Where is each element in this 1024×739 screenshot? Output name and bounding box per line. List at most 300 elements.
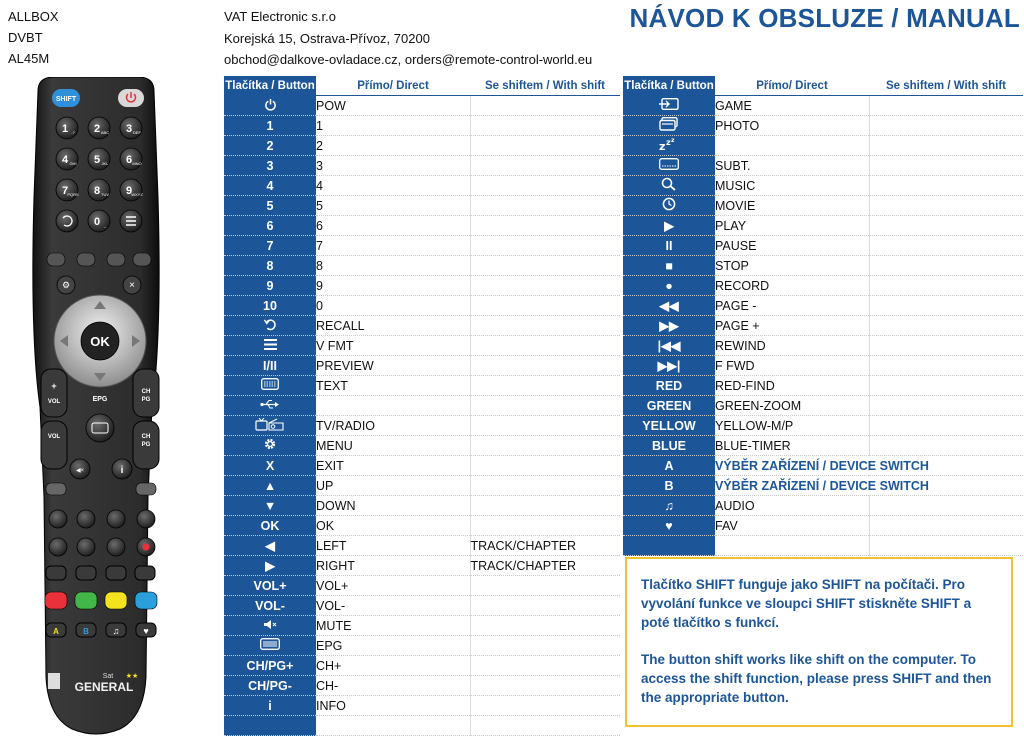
shift-function-cell: [869, 176, 1023, 196]
digit-key-label: 6: [125, 154, 133, 166]
button-key-cell: ▶: [224, 556, 316, 576]
direct-function-cell: PLAY: [715, 216, 869, 236]
direct-function-cell: 6: [316, 216, 470, 236]
direct-function-cell: V FMT: [316, 336, 470, 356]
direct-function-cell: 2: [316, 136, 470, 156]
direct-function-cell: [715, 536, 869, 556]
button-key-cell: [224, 636, 316, 656]
button-key-cell: YELLOW: [623, 416, 715, 436]
shift-function-cell: TRACK/CHAPTER: [470, 556, 620, 576]
column-header-direct: Přímo/ Direct: [715, 76, 869, 96]
input-icon: [659, 98, 679, 113]
table-row: [623, 496, 1023, 516]
table-row: [623, 136, 1023, 156]
digit-key-label: 3: [125, 123, 133, 135]
shift-function-cell: [470, 256, 620, 276]
media-key: [76, 566, 96, 580]
button-key-cell: i: [224, 696, 316, 716]
button-key-cell: ▲: [224, 476, 316, 496]
shift-note-czech: Tlačítko SHIFT funguje jako SHIFT na počítači. Pro vyvolání funkce ve sloupci SHIFT stiskněte SHIFT a poté tlačítko s funkcí.: [641, 577, 972, 630]
shift-function-cell: [869, 236, 1023, 256]
subtitle-icon: [659, 158, 679, 173]
function-key: [137, 510, 155, 528]
digit-key-label: 8: [93, 185, 101, 197]
photo-key: [136, 483, 156, 495]
digit-key-sublabel: WXYZ: [131, 192, 143, 197]
column-header-button: Tlačítka / Button: [623, 76, 715, 96]
table-row: [623, 296, 1023, 316]
direct-function-cell: MENU: [316, 436, 470, 456]
button-key-cell: CH/PG+: [224, 656, 316, 676]
button-key-cell: 4: [224, 176, 316, 196]
svg-text:z: z: [671, 137, 675, 144]
button-key-cell: [623, 156, 715, 176]
direct-function-cell: OK: [316, 516, 470, 536]
button-key-cell: II: [623, 236, 715, 256]
direct-function-cell: REWIND: [715, 336, 869, 356]
digit-key-sublabel: GHI: [69, 161, 77, 166]
direct-function-cell: PREVIEW: [316, 356, 470, 376]
function-key: [107, 510, 125, 528]
digit-key-sublabel: DEF: [133, 130, 141, 135]
tv-radio-icon: [255, 418, 285, 434]
shift-function-cell: [470, 136, 620, 156]
shift-function-cell: [470, 476, 620, 496]
recall-icon: [263, 318, 277, 334]
media-key: [49, 538, 67, 556]
gear-icon: [263, 437, 277, 454]
shift-function-cell: [470, 416, 620, 436]
table-row: [224, 256, 620, 276]
color-key: [45, 592, 67, 609]
direct-function-cell: POW: [316, 96, 470, 116]
column-header-shift: Se shiftem / With shift: [470, 76, 620, 96]
button-key-cell: ▶▶|: [623, 356, 715, 376]
table-row: [224, 476, 620, 496]
button-key-cell: ◀◀: [623, 296, 715, 316]
table-row: [224, 716, 620, 736]
button-key-cell: 7: [224, 236, 316, 256]
button-key-cell: ▶: [623, 216, 715, 236]
shift-function-cell: [869, 96, 1023, 116]
color-key: [135, 592, 157, 609]
table-row: [623, 356, 1023, 376]
ch-label: CH: [141, 434, 151, 440]
shift-function-cell: [470, 596, 620, 616]
direct-function-cell: GREEN-ZOOM: [715, 396, 869, 416]
direct-function-cell: RECORD: [715, 276, 869, 296]
heart-icon: ♥: [143, 626, 149, 636]
table-row: [623, 276, 1023, 296]
direct-function-cell: INFO: [316, 696, 470, 716]
digit-key-label: 0: [93, 216, 101, 228]
button-key-cell: [623, 196, 715, 216]
shift-function-cell: [470, 296, 620, 316]
epg-key: [86, 414, 114, 442]
device-switch-label: VÝBĚR ZAŘÍZENÍ / DEVICE SWITCH: [715, 476, 1023, 496]
table-row: [623, 456, 1023, 476]
digit-key-sublabel: _: [103, 223, 107, 228]
direct-function-cell: [316, 396, 470, 416]
company-line: Korejská 15, Ostrava-Přívoz, 70200: [224, 30, 430, 46]
search-icon: [661, 177, 677, 194]
function-key: [77, 510, 95, 528]
table-row: [224, 396, 620, 416]
direct-function-cell: VOL-: [316, 596, 470, 616]
shift-function-cell: [470, 196, 620, 216]
direct-function-cell: 9: [316, 276, 470, 296]
button-key-cell: GREEN: [623, 396, 715, 416]
button-key-cell: [224, 436, 316, 456]
digit-key-sublabel: JKL: [101, 161, 109, 166]
teletext-icon: [261, 378, 279, 393]
shift-function-cell: [470, 576, 620, 596]
model-line: ALLBOX: [8, 9, 59, 24]
shift-function-cell: [470, 216, 620, 236]
digit-key-sublabel: PQRS: [67, 192, 79, 197]
table-row: [224, 576, 620, 596]
model-line: AL45M: [8, 51, 50, 66]
digit-key-sublabel: MNO: [132, 161, 142, 166]
button-key-cell: [224, 616, 316, 636]
table-row: [224, 536, 620, 556]
shift-function-cell: [470, 616, 620, 636]
recall-key: [56, 210, 78, 232]
digit-key-sublabel: -?: [71, 130, 75, 135]
direct-function-cell: FAV: [715, 516, 869, 536]
direct-function-cell: BLUE-TIMER: [715, 436, 869, 456]
button-key-cell: [623, 116, 715, 136]
media-key: [135, 566, 155, 580]
direct-function-cell: PAGE -: [715, 296, 869, 316]
button-key-cell: 5: [224, 196, 316, 216]
table-row: [623, 116, 1023, 136]
epg-label: EPG: [92, 396, 108, 403]
shift-function-cell: [470, 516, 620, 536]
direct-function-cell: 3: [316, 156, 470, 176]
device-switch-label: VÝBĚR ZAŘÍZENÍ / DEVICE SWITCH: [715, 456, 1023, 476]
shift-function-cell: [470, 376, 620, 396]
shift-function-cell: [869, 416, 1023, 436]
table-row: [224, 656, 620, 676]
table-row: [224, 176, 620, 196]
direct-function-cell: RECALL: [316, 316, 470, 336]
table-row: [623, 536, 1023, 556]
table-row: [224, 556, 620, 576]
brand-logo-icon: [48, 673, 60, 689]
table-row: [623, 516, 1023, 536]
table-row: [224, 636, 620, 656]
media-key: [77, 538, 95, 556]
shift-function-cell: [869, 496, 1023, 516]
direct-function-cell: PAGE +: [715, 316, 869, 336]
record-icon: [143, 544, 150, 551]
shift-function-cell: TRACK/CHAPTER: [470, 536, 620, 556]
button-key-cell: ■: [623, 256, 715, 276]
table-row: [623, 156, 1023, 176]
table-row: [623, 416, 1023, 436]
table-row: [224, 496, 620, 516]
direct-function-cell: 4: [316, 176, 470, 196]
button-key-cell: 10: [224, 296, 316, 316]
button-key-cell: 9: [224, 276, 316, 296]
page-title: NÁVOD K OBSLUZE / MANUAL: [629, 3, 1020, 33]
table-row: [224, 296, 620, 316]
table-row: [623, 436, 1023, 456]
table-row: [224, 236, 620, 256]
color-key: [105, 592, 127, 609]
shift-function-cell: [869, 116, 1023, 136]
epg-icon: [260, 638, 280, 653]
shift-note: [625, 557, 1013, 727]
shift-function-cell: [470, 156, 620, 176]
svg-text:z: z: [659, 140, 666, 151]
direct-function-cell: CH-: [316, 676, 470, 696]
direct-function-cell: 0: [316, 296, 470, 316]
company-line: VAT Electronic s.r.o: [224, 9, 336, 24]
company-line: obchod@dalkove-ovladace.cz, orders@remote-control-world.eu: [224, 52, 593, 67]
table-row: [224, 436, 620, 456]
table-row: [224, 696, 620, 716]
shift-function-cell: [470, 316, 620, 336]
table-row: [623, 476, 1023, 496]
column-header-direct: Přímo/ Direct: [316, 76, 470, 96]
table-row: [623, 236, 1023, 256]
digit-key-label: 5: [93, 154, 101, 166]
table-row: [224, 136, 620, 156]
shift-function-cell: [869, 136, 1023, 156]
table-row: [224, 516, 620, 536]
direct-function-cell: AUDIO: [715, 496, 869, 516]
table-row: [224, 216, 620, 236]
pg-label: PG: [141, 442, 151, 448]
shift-function-cell: [869, 376, 1023, 396]
menu-lines-icon: [264, 339, 277, 353]
shift-function-cell: [470, 456, 620, 476]
button-key-cell: ▶▶: [623, 316, 715, 336]
shift-function-cell: [470, 276, 620, 296]
direct-function-cell: PAUSE: [715, 236, 869, 256]
button-key-cell: ♫: [623, 496, 715, 516]
table-row: [224, 276, 620, 296]
ok-key-label: OK: [90, 334, 110, 349]
shift-function-cell: [869, 316, 1023, 336]
table-row: [224, 156, 620, 176]
table-row: [623, 176, 1023, 196]
shift-function-cell: [869, 216, 1023, 236]
direct-function-cell: [316, 716, 470, 736]
direct-function-cell: VOL+: [316, 576, 470, 596]
table-row: [224, 376, 620, 396]
button-key-cell: [224, 336, 316, 356]
button-key-cell: I/II: [224, 356, 316, 376]
star-icon: ★★: [125, 673, 139, 680]
table-row: [623, 336, 1023, 356]
button-key-cell: A: [623, 456, 715, 476]
button-key-cell: 2: [224, 136, 316, 156]
vol-plus-label: +: [51, 381, 57, 391]
direct-function-cell: CH+: [316, 656, 470, 676]
direct-function-cell: MUSIC: [715, 176, 869, 196]
model-line: DVBT: [8, 30, 43, 45]
shift-function-cell: [470, 696, 620, 716]
direct-function-cell: UP: [316, 476, 470, 496]
direct-function-cell: PHOTO: [715, 116, 869, 136]
shift-function-cell: [470, 116, 620, 136]
button-key-cell: 8: [224, 256, 316, 276]
direct-function-cell: EPG: [316, 636, 470, 656]
small-key: [133, 253, 151, 266]
shift-function-cell: [470, 716, 620, 736]
shift-function-cell: [470, 356, 620, 376]
digit-key-label: 7: [61, 185, 69, 197]
direct-function-cell: LEFT: [316, 536, 470, 556]
shift-function-cell: [470, 436, 620, 456]
button-key-cell: [623, 96, 715, 116]
brand-general-label: GENERAL: [74, 680, 134, 694]
b-key-label: B: [83, 627, 89, 636]
shift-function-cell: [470, 636, 620, 656]
digit-key-label: 1: [61, 123, 69, 135]
company-info: [224, 6, 592, 71]
right-button-table: [623, 76, 1023, 556]
button-key-cell: CH/PG-: [224, 676, 316, 696]
shift-function-cell: [470, 496, 620, 516]
shift-key-label: SHIFT: [55, 96, 77, 103]
mute-icon: [263, 619, 277, 633]
direct-function-cell: MOVIE: [715, 196, 869, 216]
small-key: [47, 253, 65, 266]
direct-function-cell: TV/RADIO: [316, 416, 470, 436]
model-info: [8, 6, 59, 69]
column-header-shift: Se shiftem / With shift: [869, 76, 1023, 96]
direct-function-cell: GAME: [715, 96, 869, 116]
input-key: [46, 483, 66, 495]
left-button-table: [224, 76, 620, 736]
close-icon: ×: [129, 280, 135, 291]
digit-key-label: 2: [93, 123, 101, 135]
table-row: [224, 416, 620, 436]
shift-function-cell: [470, 236, 620, 256]
table-row: [623, 376, 1023, 396]
button-key-cell: [623, 136, 715, 156]
shift-function-cell: [470, 336, 620, 356]
direct-function-cell: EXIT: [316, 456, 470, 476]
ch-label: CH: [141, 389, 151, 395]
shift-function-cell: [869, 536, 1023, 556]
gear-icon: ⚙: [61, 280, 71, 290]
button-key-cell: |◀◀: [623, 336, 715, 356]
sleep-icon: [659, 137, 679, 154]
table-row: [623, 96, 1023, 116]
direct-function-cell: F FWD: [715, 356, 869, 376]
table-row: [224, 316, 620, 336]
table-row: [224, 116, 620, 136]
vol-up-key: [41, 369, 67, 417]
shift-function-cell: [470, 176, 620, 196]
shift-function-cell: [470, 396, 620, 416]
button-key-cell: [224, 316, 316, 336]
table-row: [623, 396, 1023, 416]
button-key-cell: BLUE: [623, 436, 715, 456]
button-key-cell: [224, 376, 316, 396]
shift-function-cell: [470, 656, 620, 676]
table-row: [623, 256, 1023, 276]
button-key-cell: 3: [224, 156, 316, 176]
direct-function-cell: YELLOW-M/P: [715, 416, 869, 436]
shift-function-cell: [869, 396, 1023, 416]
direct-function-cell: 5: [316, 196, 470, 216]
shift-function-cell: [869, 516, 1023, 536]
photo-icon: [659, 117, 679, 134]
clock-icon: [662, 197, 676, 214]
table-row: [623, 196, 1023, 216]
direct-function-cell: RIGHT: [316, 556, 470, 576]
direct-function-cell: STOP: [715, 256, 869, 276]
table-row: [224, 616, 620, 636]
shift-note-english: The button shift works like shift on the computer. To access the shift function, please press SHIFT and then the appropriate button.: [641, 652, 992, 705]
button-key-cell: ♥: [623, 516, 715, 536]
button-key-cell: [623, 176, 715, 196]
info-key-label: i: [120, 465, 124, 476]
shift-function-cell: [869, 196, 1023, 216]
button-key-cell: RED: [623, 376, 715, 396]
vol-label: VOL: [47, 434, 61, 440]
direct-function-cell: 8: [316, 256, 470, 276]
button-key-cell: VOL+: [224, 576, 316, 596]
digit-key-label: 9: [125, 185, 133, 197]
table-row: [623, 216, 1023, 236]
button-key-cell: B: [623, 476, 715, 496]
media-key: [107, 538, 125, 556]
button-key-cell: 6: [224, 216, 316, 236]
button-key-cell: ▼: [224, 496, 316, 516]
button-key-cell: X: [224, 456, 316, 476]
table-row: [224, 196, 620, 216]
mute-icon: ◀×: [75, 468, 85, 474]
digit-key-sublabel: TUV: [101, 192, 109, 197]
vol-label: VOL: [47, 399, 61, 405]
shift-function-cell: [470, 96, 620, 116]
shift-function-cell: [869, 156, 1023, 176]
button-key-cell: [224, 716, 316, 736]
color-key: [75, 592, 97, 609]
table-row: [224, 456, 620, 476]
small-key: [77, 253, 95, 266]
digit-key-sublabel: ABC: [100, 130, 110, 135]
vol-down-key: [41, 421, 67, 469]
a-key-label: A: [53, 627, 59, 636]
digit-key-label: 4: [61, 154, 69, 166]
direct-function-cell: DOWN: [316, 496, 470, 516]
button-key-cell: OK: [224, 516, 316, 536]
table-row: [224, 596, 620, 616]
shift-function-cell: [470, 676, 620, 696]
remote-control-image: [30, 77, 162, 739]
button-key-cell: [623, 536, 715, 556]
direct-function-cell: 7: [316, 236, 470, 256]
button-key-cell: [224, 416, 316, 436]
button-key-cell: ●: [623, 276, 715, 296]
shift-function-cell: [869, 296, 1023, 316]
table-row: [224, 336, 620, 356]
direct-function-cell: [715, 136, 869, 156]
button-key-cell: ◀: [224, 536, 316, 556]
table-row: [224, 356, 620, 376]
button-key-cell: [224, 96, 316, 116]
brand-sat-label: Sat: [102, 673, 114, 680]
column-header-button: Tlačítka / Button: [224, 76, 316, 96]
